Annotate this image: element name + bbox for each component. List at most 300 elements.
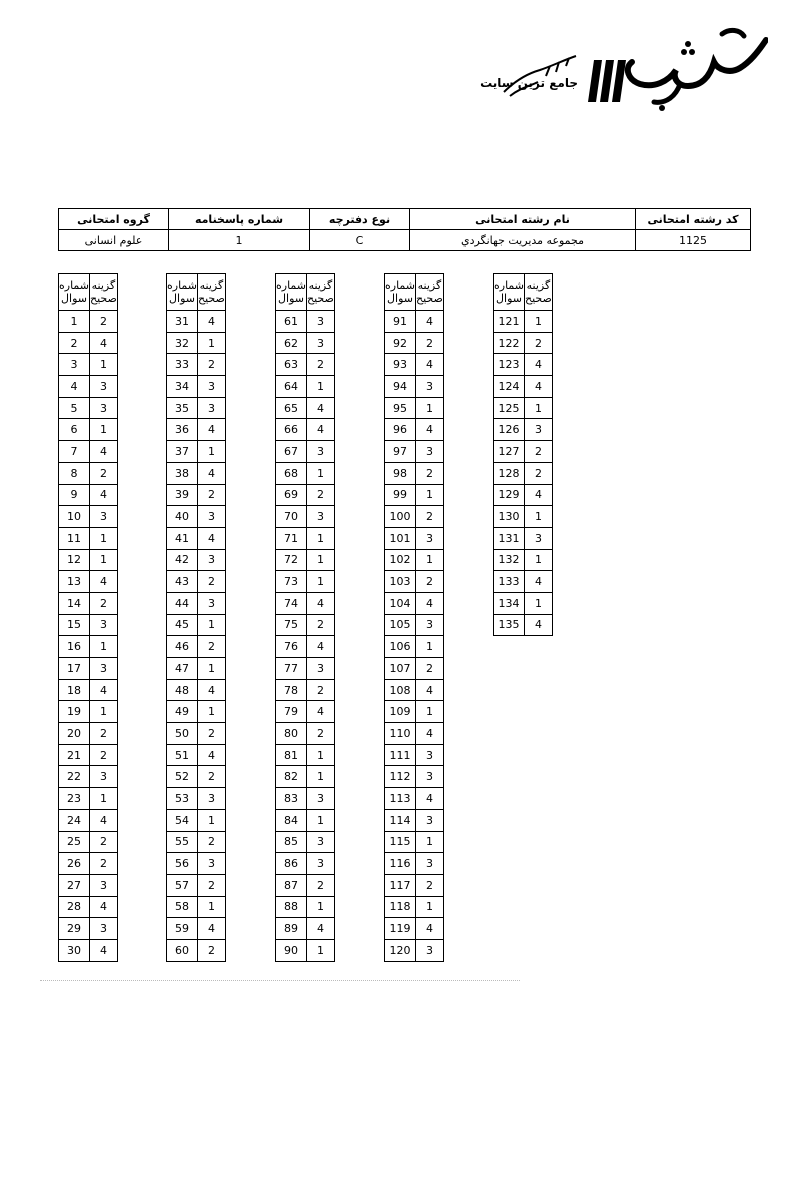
question-number: 97 bbox=[385, 441, 416, 463]
table-row bbox=[59, 809, 118, 831]
correct-option: 2 bbox=[90, 853, 118, 875]
table-row bbox=[276, 354, 335, 376]
question-number: 111 bbox=[385, 744, 416, 766]
question-number: 26 bbox=[59, 853, 90, 875]
correct-option: 1 bbox=[198, 614, 226, 636]
question-number: 63 bbox=[276, 354, 307, 376]
exam-info-table bbox=[58, 208, 751, 251]
correct-option: 4 bbox=[90, 571, 118, 593]
question-number: 82 bbox=[276, 766, 307, 788]
correct-option: 1 bbox=[525, 592, 553, 614]
field-code-label: کد رشته امتحانی bbox=[636, 209, 751, 230]
table-row bbox=[276, 332, 335, 354]
table-row bbox=[494, 614, 553, 636]
question-number: 98 bbox=[385, 462, 416, 484]
question-number: 53 bbox=[167, 788, 198, 810]
question-number: 129 bbox=[494, 484, 525, 506]
correct-option: 2 bbox=[198, 354, 226, 376]
table-row bbox=[276, 484, 335, 506]
question-number: 12 bbox=[59, 549, 90, 571]
question-number: 43 bbox=[167, 571, 198, 593]
question-number: 54 bbox=[167, 809, 198, 831]
correct-option: 4 bbox=[198, 918, 226, 940]
question-number: 17 bbox=[59, 658, 90, 680]
correct-option: 2 bbox=[90, 831, 118, 853]
table-row bbox=[59, 918, 118, 940]
correct-option: 4 bbox=[90, 441, 118, 463]
exam-group-value: علوم انسانی bbox=[59, 230, 169, 251]
correct-option: 2 bbox=[307, 354, 335, 376]
correct-option: 1 bbox=[198, 332, 226, 354]
question-number: 89 bbox=[276, 918, 307, 940]
question-number: 105 bbox=[385, 614, 416, 636]
table-row bbox=[494, 484, 553, 506]
question-number: 56 bbox=[167, 853, 198, 875]
correct-option: 3 bbox=[90, 397, 118, 419]
table-row bbox=[167, 658, 226, 680]
table-row bbox=[167, 354, 226, 376]
correct-option: 1 bbox=[90, 527, 118, 549]
table-row bbox=[385, 506, 444, 528]
correct-option: 4 bbox=[416, 419, 444, 441]
correct-option: 3 bbox=[416, 809, 444, 831]
correct-option: 1 bbox=[307, 896, 335, 918]
question-number: 15 bbox=[59, 614, 90, 636]
correct-option: 3 bbox=[307, 788, 335, 810]
table-row bbox=[385, 462, 444, 484]
correct-option: 3 bbox=[198, 788, 226, 810]
table-row bbox=[385, 354, 444, 376]
table-row bbox=[494, 506, 553, 528]
table-row bbox=[385, 874, 444, 896]
question-number: 77 bbox=[276, 658, 307, 680]
table-row bbox=[276, 809, 335, 831]
correct-option: 2 bbox=[416, 658, 444, 680]
correct-option: 1 bbox=[307, 376, 335, 398]
table-row bbox=[276, 571, 335, 593]
question-number: 118 bbox=[385, 896, 416, 918]
correct-option: 4 bbox=[416, 311, 444, 333]
question-number: 123 bbox=[494, 354, 525, 376]
answer-column-5 bbox=[493, 273, 553, 636]
correct-option-header: گزینه صحیح bbox=[416, 274, 444, 311]
correct-option: 3 bbox=[416, 766, 444, 788]
table-row bbox=[385, 376, 444, 398]
table-row bbox=[494, 376, 553, 398]
correct-option: 1 bbox=[307, 527, 335, 549]
correct-option: 4 bbox=[90, 939, 118, 961]
correct-option-header: گزینه صحیح bbox=[307, 274, 335, 311]
question-number: 19 bbox=[59, 701, 90, 723]
table-row bbox=[276, 723, 335, 745]
question-number: 84 bbox=[276, 809, 307, 831]
question-number: 30 bbox=[59, 939, 90, 961]
sanjesh-logo bbox=[468, 22, 768, 112]
logo-bars-icon bbox=[586, 58, 626, 104]
correct-option: 2 bbox=[416, 506, 444, 528]
question-number: 41 bbox=[167, 527, 198, 549]
table-row bbox=[385, 831, 444, 853]
correct-option: 4 bbox=[416, 354, 444, 376]
correct-option: 1 bbox=[307, 462, 335, 484]
table-row bbox=[59, 527, 118, 549]
correct-option: 3 bbox=[307, 506, 335, 528]
table-row bbox=[494, 549, 553, 571]
table-row bbox=[385, 809, 444, 831]
correct-option: 4 bbox=[90, 679, 118, 701]
table-row bbox=[276, 419, 335, 441]
correct-option: 1 bbox=[307, 809, 335, 831]
table-row bbox=[385, 484, 444, 506]
correct-option: 1 bbox=[307, 744, 335, 766]
question-number: 45 bbox=[167, 614, 198, 636]
table-row bbox=[276, 397, 335, 419]
table-row bbox=[167, 419, 226, 441]
table-row bbox=[167, 853, 226, 875]
table-row bbox=[494, 354, 553, 376]
correct-option: 1 bbox=[416, 484, 444, 506]
table-row bbox=[494, 397, 553, 419]
correct-option: 4 bbox=[525, 484, 553, 506]
table-row bbox=[494, 332, 553, 354]
question-number: 133 bbox=[494, 571, 525, 593]
question-number: 69 bbox=[276, 484, 307, 506]
table-row bbox=[276, 788, 335, 810]
question-number: 91 bbox=[385, 311, 416, 333]
correct-option: 2 bbox=[198, 766, 226, 788]
field-code-value: 1125 bbox=[636, 230, 751, 251]
question-number: 78 bbox=[276, 679, 307, 701]
table-row bbox=[167, 809, 226, 831]
table-row bbox=[276, 376, 335, 398]
question-number: 51 bbox=[167, 744, 198, 766]
table-row bbox=[59, 506, 118, 528]
question-number-header: شماره سوال bbox=[276, 274, 307, 311]
question-number: 44 bbox=[167, 592, 198, 614]
table-row bbox=[494, 527, 553, 549]
question-number: 96 bbox=[385, 419, 416, 441]
table-row bbox=[276, 766, 335, 788]
table-row bbox=[59, 723, 118, 745]
question-number: 40 bbox=[167, 506, 198, 528]
table-row bbox=[385, 614, 444, 636]
correct-option: 1 bbox=[307, 766, 335, 788]
table-row bbox=[59, 419, 118, 441]
question-number: 76 bbox=[276, 636, 307, 658]
table-row bbox=[276, 441, 335, 463]
correct-option: 3 bbox=[198, 376, 226, 398]
table-row bbox=[59, 311, 118, 333]
answer-key-number-label: شماره پاسخنامه bbox=[169, 209, 310, 230]
table-row bbox=[385, 527, 444, 549]
correct-option: 1 bbox=[307, 571, 335, 593]
scan-artifact-divider bbox=[40, 980, 520, 982]
booklet-type-value: C bbox=[310, 230, 410, 251]
correct-option: 4 bbox=[307, 701, 335, 723]
question-number: 4 bbox=[59, 376, 90, 398]
question-number: 5 bbox=[59, 397, 90, 419]
correct-option: 2 bbox=[198, 723, 226, 745]
question-number: 128 bbox=[494, 462, 525, 484]
table-row bbox=[59, 788, 118, 810]
table-row bbox=[385, 311, 444, 333]
correct-option: 4 bbox=[198, 527, 226, 549]
correct-option: 4 bbox=[525, 571, 553, 593]
table-row bbox=[276, 462, 335, 484]
correct-option: 1 bbox=[416, 549, 444, 571]
question-number: 72 bbox=[276, 549, 307, 571]
table-row bbox=[385, 397, 444, 419]
question-number: 75 bbox=[276, 614, 307, 636]
table-row bbox=[59, 484, 118, 506]
correct-option: 2 bbox=[525, 462, 553, 484]
table-row bbox=[276, 874, 335, 896]
question-number: 36 bbox=[167, 419, 198, 441]
table-row bbox=[276, 506, 335, 528]
correct-option: 4 bbox=[307, 918, 335, 940]
answer-column-2 bbox=[166, 273, 226, 962]
table-row bbox=[167, 549, 226, 571]
table-row bbox=[59, 744, 118, 766]
question-number: 20 bbox=[59, 723, 90, 745]
question-number: 125 bbox=[494, 397, 525, 419]
table-row bbox=[385, 679, 444, 701]
logo-tagline: جامع ترین سایت bbox=[480, 76, 578, 90]
correct-option: 4 bbox=[416, 918, 444, 940]
correct-option-header: گزینه صحیح bbox=[90, 274, 118, 311]
correct-option: 4 bbox=[525, 376, 553, 398]
table-row bbox=[59, 614, 118, 636]
table-row bbox=[167, 636, 226, 658]
correct-option: 1 bbox=[198, 441, 226, 463]
question-number: 2 bbox=[59, 332, 90, 354]
question-number: 73 bbox=[276, 571, 307, 593]
question-number: 10 bbox=[59, 506, 90, 528]
question-number: 80 bbox=[276, 723, 307, 745]
table-row bbox=[385, 766, 444, 788]
table-row bbox=[167, 701, 226, 723]
question-number: 95 bbox=[385, 397, 416, 419]
table-row bbox=[276, 549, 335, 571]
question-number: 29 bbox=[59, 918, 90, 940]
question-number: 49 bbox=[167, 701, 198, 723]
table-row bbox=[167, 506, 226, 528]
table-row bbox=[167, 592, 226, 614]
correct-option: 1 bbox=[525, 311, 553, 333]
table-row bbox=[385, 636, 444, 658]
correct-option: 2 bbox=[416, 332, 444, 354]
table-row bbox=[385, 658, 444, 680]
correct-option: 4 bbox=[525, 354, 553, 376]
table-row bbox=[167, 939, 226, 961]
table-row bbox=[276, 831, 335, 853]
question-number: 23 bbox=[59, 788, 90, 810]
question-number: 103 bbox=[385, 571, 416, 593]
table-row bbox=[494, 419, 553, 441]
question-number: 94 bbox=[385, 376, 416, 398]
question-number: 33 bbox=[167, 354, 198, 376]
table-row bbox=[167, 397, 226, 419]
correct-option: 1 bbox=[525, 506, 553, 528]
question-number: 106 bbox=[385, 636, 416, 658]
table-row bbox=[167, 896, 226, 918]
question-number: 130 bbox=[494, 506, 525, 528]
correct-option: 4 bbox=[198, 311, 226, 333]
question-number: 119 bbox=[385, 918, 416, 940]
correct-option: 3 bbox=[198, 506, 226, 528]
correct-option: 3 bbox=[307, 853, 335, 875]
table-row bbox=[167, 527, 226, 549]
table-row bbox=[385, 332, 444, 354]
question-number: 65 bbox=[276, 397, 307, 419]
correct-option: 3 bbox=[307, 831, 335, 853]
correct-option: 3 bbox=[307, 658, 335, 680]
table-row bbox=[59, 441, 118, 463]
correct-option: 1 bbox=[198, 701, 226, 723]
question-number: 104 bbox=[385, 592, 416, 614]
table-row bbox=[276, 614, 335, 636]
correct-option: 2 bbox=[307, 723, 335, 745]
correct-option: 2 bbox=[525, 441, 553, 463]
correct-option: 1 bbox=[416, 397, 444, 419]
question-number: 108 bbox=[385, 679, 416, 701]
correct-option: 2 bbox=[307, 679, 335, 701]
table-row bbox=[59, 636, 118, 658]
question-number: 66 bbox=[276, 419, 307, 441]
table-row bbox=[276, 679, 335, 701]
table-row bbox=[167, 874, 226, 896]
question-number: 92 bbox=[385, 332, 416, 354]
sanjesh-script-logo-icon bbox=[618, 22, 768, 112]
table-row bbox=[167, 332, 226, 354]
table-row bbox=[494, 592, 553, 614]
table-row bbox=[494, 311, 553, 333]
table-row bbox=[385, 441, 444, 463]
correct-option: 3 bbox=[90, 918, 118, 940]
table-row bbox=[167, 441, 226, 463]
table-row bbox=[167, 376, 226, 398]
question-number: 3 bbox=[59, 354, 90, 376]
question-number: 64 bbox=[276, 376, 307, 398]
table-row bbox=[59, 766, 118, 788]
question-number: 60 bbox=[167, 939, 198, 961]
question-number: 67 bbox=[276, 441, 307, 463]
correct-option: 2 bbox=[90, 723, 118, 745]
question-number: 93 bbox=[385, 354, 416, 376]
question-number: 85 bbox=[276, 831, 307, 853]
question-number: 110 bbox=[385, 723, 416, 745]
table-row bbox=[276, 701, 335, 723]
correct-option: 2 bbox=[307, 614, 335, 636]
correct-option: 1 bbox=[525, 549, 553, 571]
question-number: 18 bbox=[59, 679, 90, 701]
table-row bbox=[167, 614, 226, 636]
correct-option: 3 bbox=[416, 614, 444, 636]
question-number: 47 bbox=[167, 658, 198, 680]
table-row bbox=[494, 571, 553, 593]
correct-option: 1 bbox=[198, 809, 226, 831]
table-row bbox=[59, 571, 118, 593]
answer-column-1 bbox=[58, 273, 118, 962]
question-number: 35 bbox=[167, 397, 198, 419]
correct-option: 4 bbox=[307, 419, 335, 441]
question-number: 115 bbox=[385, 831, 416, 853]
question-number: 55 bbox=[167, 831, 198, 853]
table-row bbox=[167, 679, 226, 701]
table-row bbox=[276, 939, 335, 961]
question-number: 57 bbox=[167, 874, 198, 896]
table-row bbox=[59, 332, 118, 354]
correct-option: 2 bbox=[198, 874, 226, 896]
question-number: 16 bbox=[59, 636, 90, 658]
correct-option: 2 bbox=[90, 311, 118, 333]
correct-option: 3 bbox=[90, 874, 118, 896]
question-number: 101 bbox=[385, 527, 416, 549]
correct-option: 4 bbox=[90, 484, 118, 506]
question-number: 9 bbox=[59, 484, 90, 506]
question-number: 42 bbox=[167, 549, 198, 571]
correct-option: 2 bbox=[416, 571, 444, 593]
correct-option: 3 bbox=[198, 397, 226, 419]
table-row bbox=[59, 354, 118, 376]
question-number: 121 bbox=[494, 311, 525, 333]
table-row bbox=[494, 441, 553, 463]
question-number: 21 bbox=[59, 744, 90, 766]
question-number: 27 bbox=[59, 874, 90, 896]
correct-option: 4 bbox=[198, 744, 226, 766]
question-number: 25 bbox=[59, 831, 90, 853]
correct-option: 1 bbox=[90, 354, 118, 376]
table-row bbox=[385, 744, 444, 766]
correct-option: 3 bbox=[198, 853, 226, 875]
question-number: 107 bbox=[385, 658, 416, 680]
correct-option: 3 bbox=[90, 766, 118, 788]
question-number: 31 bbox=[167, 311, 198, 333]
question-number: 100 bbox=[385, 506, 416, 528]
table-row bbox=[59, 679, 118, 701]
question-number: 24 bbox=[59, 809, 90, 831]
correct-option: 1 bbox=[307, 549, 335, 571]
question-number: 124 bbox=[494, 376, 525, 398]
question-number: 102 bbox=[385, 549, 416, 571]
question-number: 122 bbox=[494, 332, 525, 354]
question-number: 37 bbox=[167, 441, 198, 463]
question-number: 7 bbox=[59, 441, 90, 463]
correct-option: 2 bbox=[307, 874, 335, 896]
question-number: 88 bbox=[276, 896, 307, 918]
question-number: 11 bbox=[59, 527, 90, 549]
table-row bbox=[385, 896, 444, 918]
question-number: 90 bbox=[276, 939, 307, 961]
correct-option: 3 bbox=[416, 853, 444, 875]
table-row bbox=[385, 571, 444, 593]
table-row bbox=[167, 484, 226, 506]
question-number: 126 bbox=[494, 419, 525, 441]
correct-option: 3 bbox=[90, 614, 118, 636]
correct-option-header: گزینه صحیح bbox=[525, 274, 553, 311]
correct-option-header: گزینه صحیح bbox=[198, 274, 226, 311]
table-row bbox=[59, 592, 118, 614]
table-row bbox=[276, 636, 335, 658]
table-row bbox=[59, 874, 118, 896]
correct-option: 4 bbox=[198, 462, 226, 484]
question-number: 113 bbox=[385, 788, 416, 810]
correct-option: 1 bbox=[198, 658, 226, 680]
correct-option: 3 bbox=[416, 527, 444, 549]
question-number-header: شماره سوال bbox=[167, 274, 198, 311]
question-number: 38 bbox=[167, 462, 198, 484]
table-row bbox=[276, 918, 335, 940]
